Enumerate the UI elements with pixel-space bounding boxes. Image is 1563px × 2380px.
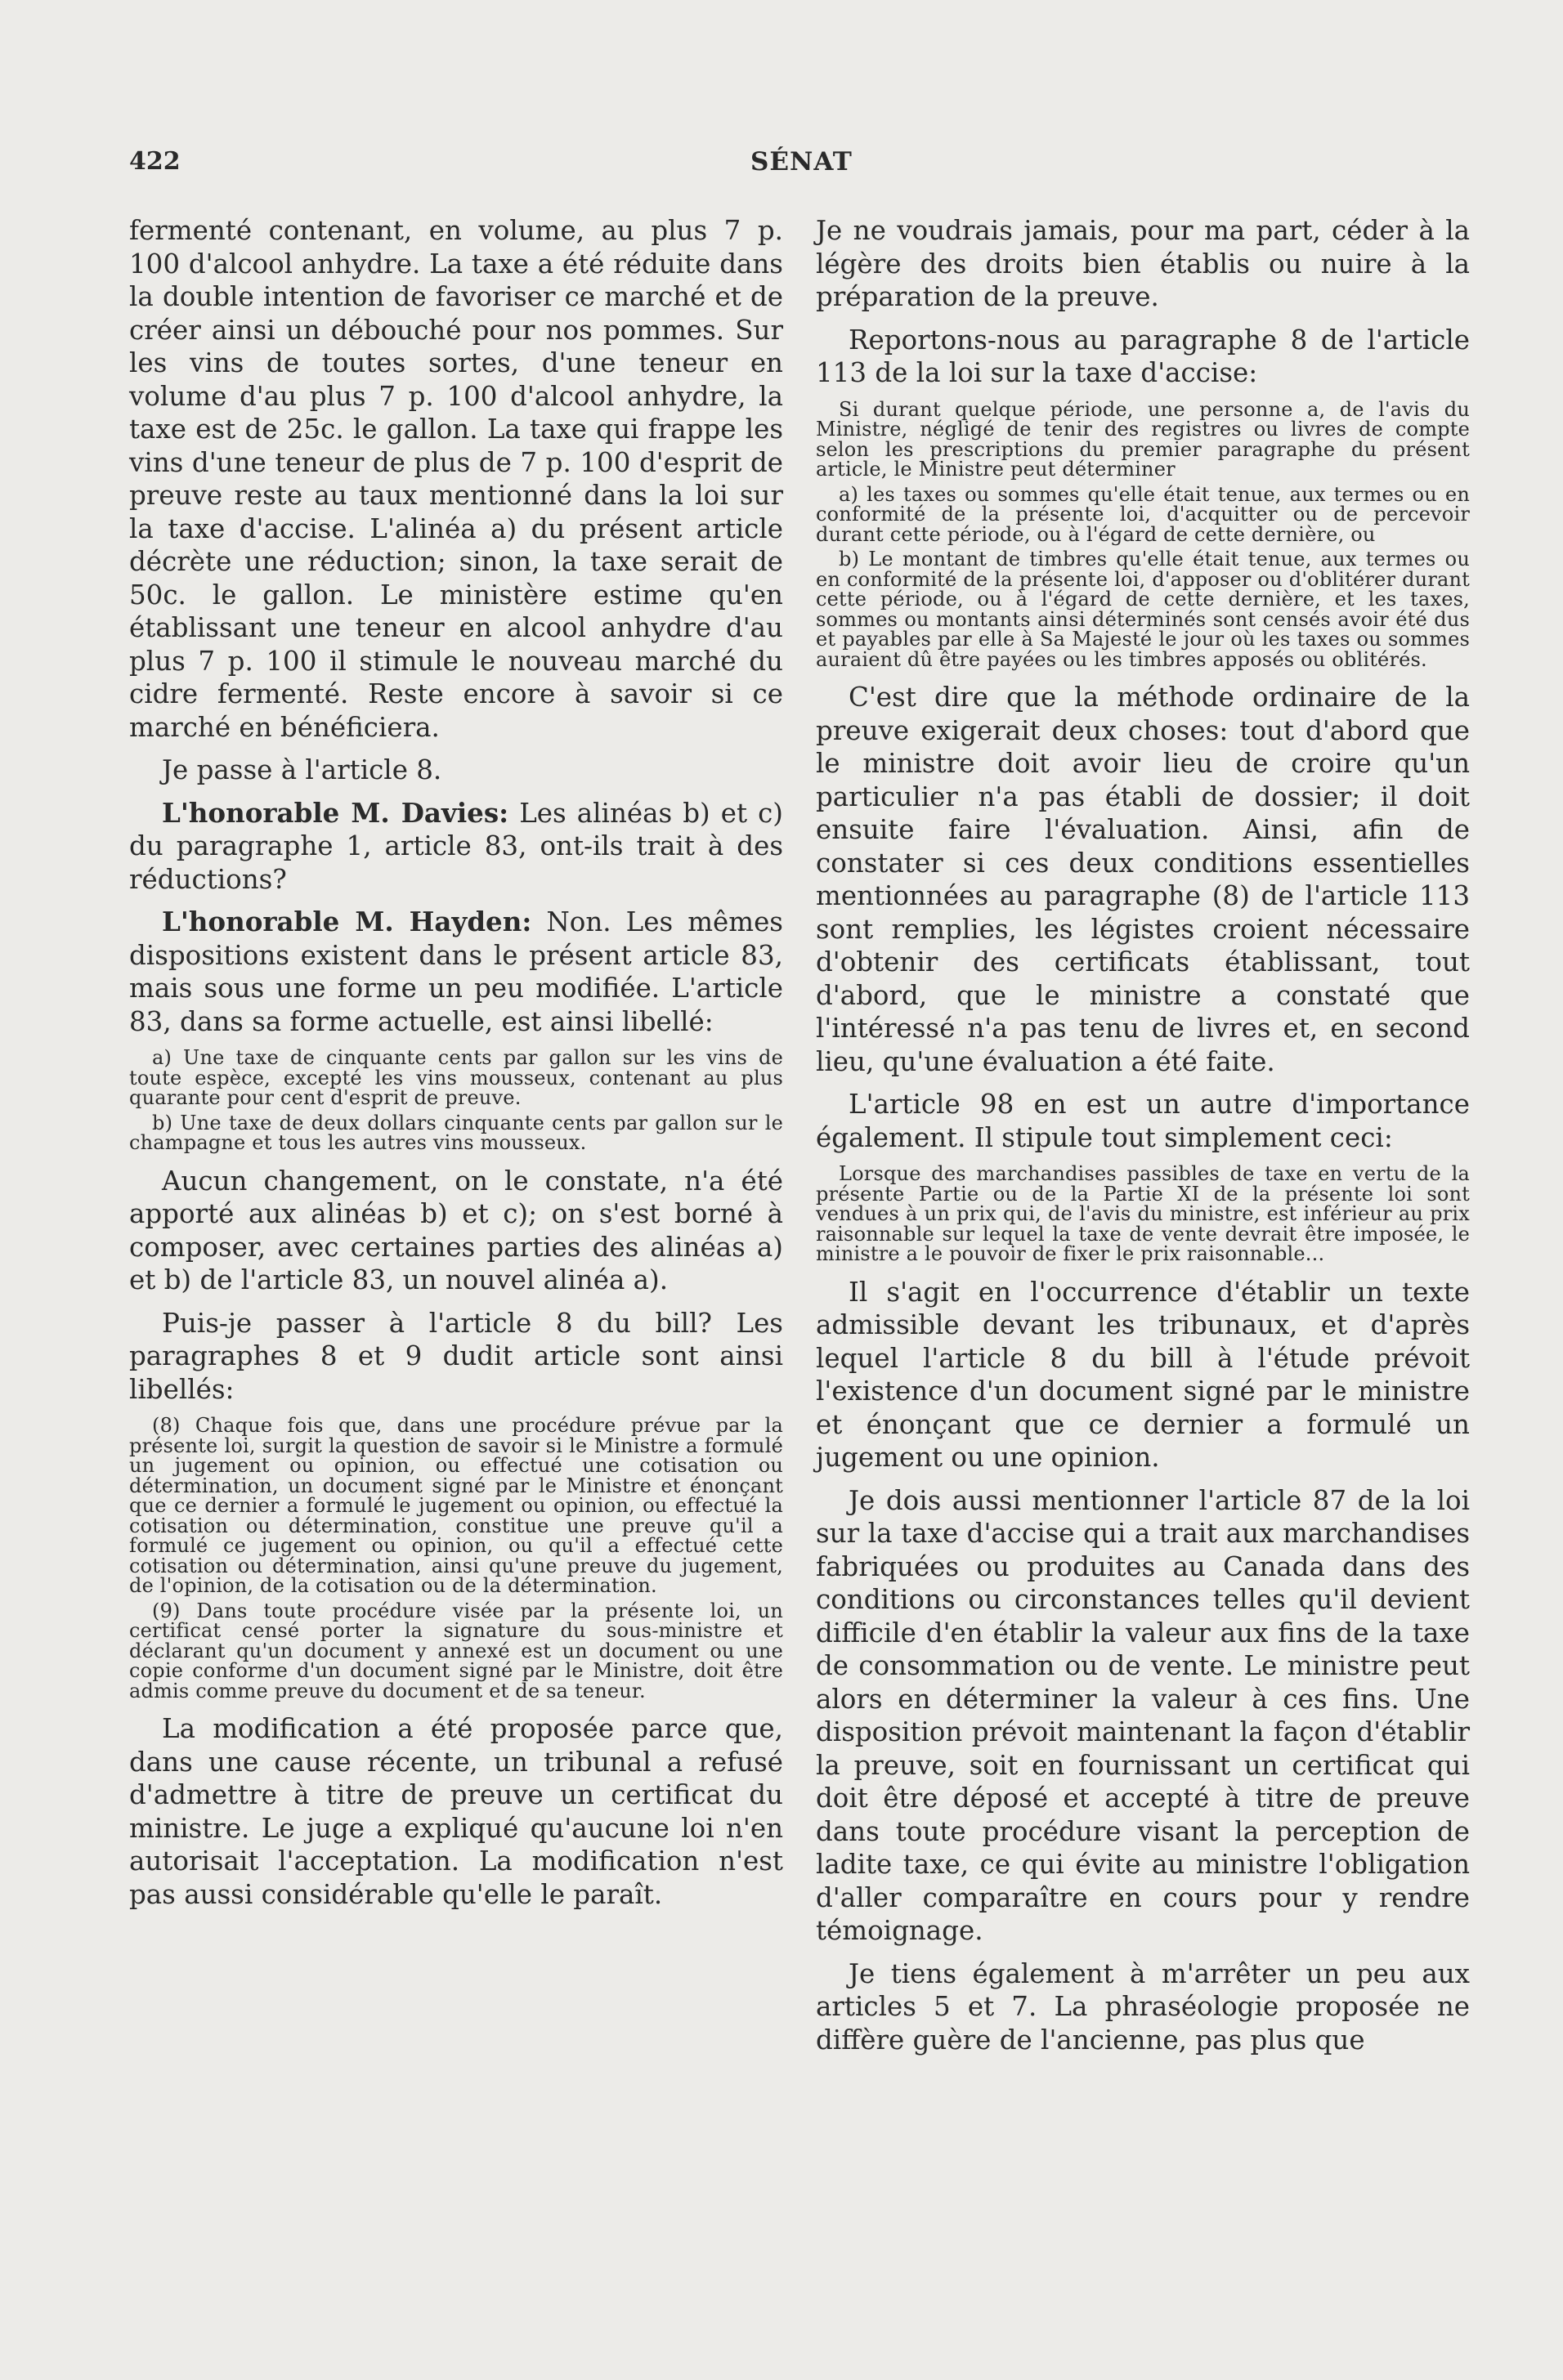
left-column bbox=[129, 214, 783, 1921]
quotation bbox=[129, 1416, 783, 1701]
paragraph: Il s'agit en l'occurrence d'établir un texte admissible devant les tribunaux, et d'après lequel l'article 8 du bill à l'étude prévoit l'existence d'un document signé par le ministre et énonçant que ce dernier a formulé un jugement ou une opinion. bbox=[816, 1276, 1470, 1473]
page-header bbox=[129, 147, 1470, 188]
paragraph: Je tiens également à m'arrêter un peu aux articles 5 et 7. La phraséologie proposée ne diffère guère de l'ancienne, pas plus que bbox=[816, 1957, 1470, 2056]
paragraph: Aucun changement, on le constate, n'a été apporté aux alinéas b) et c); on s'est borné à composer, avec certaines parties des alinéas a) et b) de l'article 83, un nouvel alinéa a). bbox=[129, 1165, 783, 1295]
paragraph: C'est dire que la méthode ordinaire de la preuve exigerait deux choses: tout d'abord que le ministre doit avoir lieu de croire qu'un particulier n'a pas établi de dossier; il doit ensuite faire l'évaluation. Ainsi, afin de constater si ces deux conditions essentielles mentionnées au paragraphe (8) de l'article 113 sont remplies, les légistes croient nécessaire d'obtenir des certificats établissant, tout d'abord, que le ministre a constaté que l'intéressé n'a pas tenu de livres et, en second lieu, qu'une évaluation a été faite. bbox=[816, 682, 1470, 1077]
quotation bbox=[129, 1048, 783, 1153]
quote-paragraph: (9) Dans toute procédure visée par la présente loi, un certificat censé porter la signature du sous-ministre et déclarant qu'un document y annexé est un document ou une copie conforme d'un document signé par le Ministre, doit être admis comme preuve du document et de sa teneur. bbox=[129, 1599, 783, 1702]
quote-paragraph: b) Une taxe de deux dollars cinquante cents par gallon sur le champagne et tous les autres vins mousseux. bbox=[129, 1111, 783, 1154]
quote-paragraph: b) Le montant de timbres qu'elle était tenue, aux termes ou en conformité de la présente loi, d'apposer ou d'oblitérer durant cette période, ou à l'égard de cette dernière, et les taxes, sommes ou montants ainsi déterminés sont censés avoir été dus et payables par elle à Sa Majesté le jour où les taxes ou sommes auraient dû être payées ou les timbres apposés ou oblitérés. bbox=[816, 548, 1470, 671]
quote-paragraph: (8) Chaque fois que, dans une procédure prévue par la présente loi, surgit la question de savoir si le Ministre a formulé un jugement ou opinion, ou effectué une cotisation ou détermination, un document signé par le Ministre et énonçant que ce dernier a formulé le jugement ou opinion, ou effectué la cotisation ou détermination, constitue une preuve qu'il a formulé ce jugement ou opinion, ou qu'il a effectué cette cotisation ou détermination, ainsi qu'une preuve du jugement, de l'opinion, de la cotisation ou de la détermination. bbox=[129, 1414, 783, 1597]
paragraph: Je ne voudrais jamais, pour ma part, céder à la légère des droits bien établis ou nuire à la préparation de la preuve. bbox=[816, 215, 1470, 312]
quotation bbox=[816, 1164, 1470, 1264]
quote-paragraph: a) Une taxe de cinquante cents par gallon sur les vins de toute espèce, excepté les vins mousseux, contenant au plus quarante pour cent d'esprit de preuve. bbox=[129, 1046, 783, 1109]
paragraph: Puis-je passer à l'article 8 du bill? Les paragraphes 8 et 9 dudit article sont ainsi libellés: bbox=[129, 1307, 783, 1405]
right-column bbox=[816, 214, 1470, 2066]
speaker-name: L'honorable M. Hayden: bbox=[162, 906, 532, 937]
quote-paragraph: a) les taxes ou sommes qu'elle était tenue, aux termes ou en conformité de la présente loi, d'acquitter ou de percevoir durant cette période, ou à l'égard de cette dernière, ou bbox=[816, 482, 1470, 546]
page-number: 422 bbox=[129, 147, 181, 176]
quotation bbox=[816, 397, 1470, 671]
paragraph: Je passe à l'article 8. bbox=[162, 754, 442, 785]
speech-hayden bbox=[129, 906, 783, 1038]
paragraph: L'article 98 en est un autre d'importance également. Il stipule tout simplement ceci: bbox=[816, 1089, 1470, 1153]
paragraph: Je dois aussi mentionner l'article 87 de la loi sur la taxe d'accise qui a trait aux marchandises fabriquées ou produites au Canada dans des conditions ou circonstances telles qu'il devient difficile d'en établir la valeur aux fins de la taxe de consommation ou de vente. Le ministre peut alors en déterminer la valeur à ces fins. Une disposition prévoit maintenant la façon d'établir la preuve, soit en fournissant un certificat qui doit être déposé et accepté à titre de preuve dans toute procédure visant la perception de ladite taxe, ce qui évite au ministre l'obligation d'aller comparaître en cours pour y rendre témoignage. bbox=[816, 1484, 1470, 1946]
paragraph: Reportons-nous au paragraphe 8 de l'article 113 de la loi sur la taxe d'accise: bbox=[816, 324, 1470, 388]
paragraph: fermenté contenant, en volume, au plus 7 p. 100 d'alcool anhydre. La taxe a été réduite dans la double intention de favoriser ce marché et de créer ainsi un débouché pour nos pommes. Sur les vins de toutes sortes, d'une teneur en volume d'au plus 7 p. 100 d'alcool anhydre, la taxe est de 25c. le gallon. La taxe qui frappe les vins d'une teneur de plus de 7 p. 100 d'esprit de preuve reste au taux mentionné dans la loi sur la taxe d'accise. L'alinéa a) du présent article décrète une réduction; sinon, la taxe serait de 50c. le gallon. Le ministère estime qu'en établissant une teneur en alcool anhydre d'au plus 7 p. 100 il stimule le nouveau marché du cidre fermenté. Reste encore à savoir si ce marché en bénéficiera. bbox=[129, 215, 783, 743]
speech-text: Les alinéas b) et c) du paragraphe 1, article 83, ont-ils trait à des réductions? bbox=[129, 797, 783, 895]
quote-paragraph: Si durant quelque période, une personne a, de l'avis du Ministre, négligé de tenir des registres ou livres de compte selon les prescriptions du premier paragraphe du présent article, le Ministre peut déterminer bbox=[816, 397, 1470, 481]
paragraph: La modification a été proposée parce que, dans une cause récente, un tribunal a refusé d'admettre à titre de preuve un certificat du ministre. Le juge a expliqué qu'aucune loi n'en autorisait l'acceptation. La modification n'est pas aussi considérable qu'elle le paraît. bbox=[129, 1713, 783, 1910]
speech-text: Non. Les mêmes dispositions existent dans le présent article 83, mais sous une forme un peu modifiée. L'article 83, dans sa forme actuelle, est ainsi libellé: bbox=[129, 906, 783, 1037]
page-title: SÉNAT bbox=[750, 147, 853, 177]
quote-paragraph: Lorsque des marchandises passibles de taxe en vertu de la présente Partie ou de la Partie XI de la présente loi sont vendues à un prix qui, de l'avis du ministre, est inférieur au prix raisonnable sur lequel la taxe de vente devrait être imposée, le ministre a le pouvoir de fixer le prix raisonnable... bbox=[816, 1162, 1470, 1265]
speaker-name: L'honorable M. Davies: bbox=[162, 796, 509, 829]
speech-davies bbox=[129, 797, 783, 897]
